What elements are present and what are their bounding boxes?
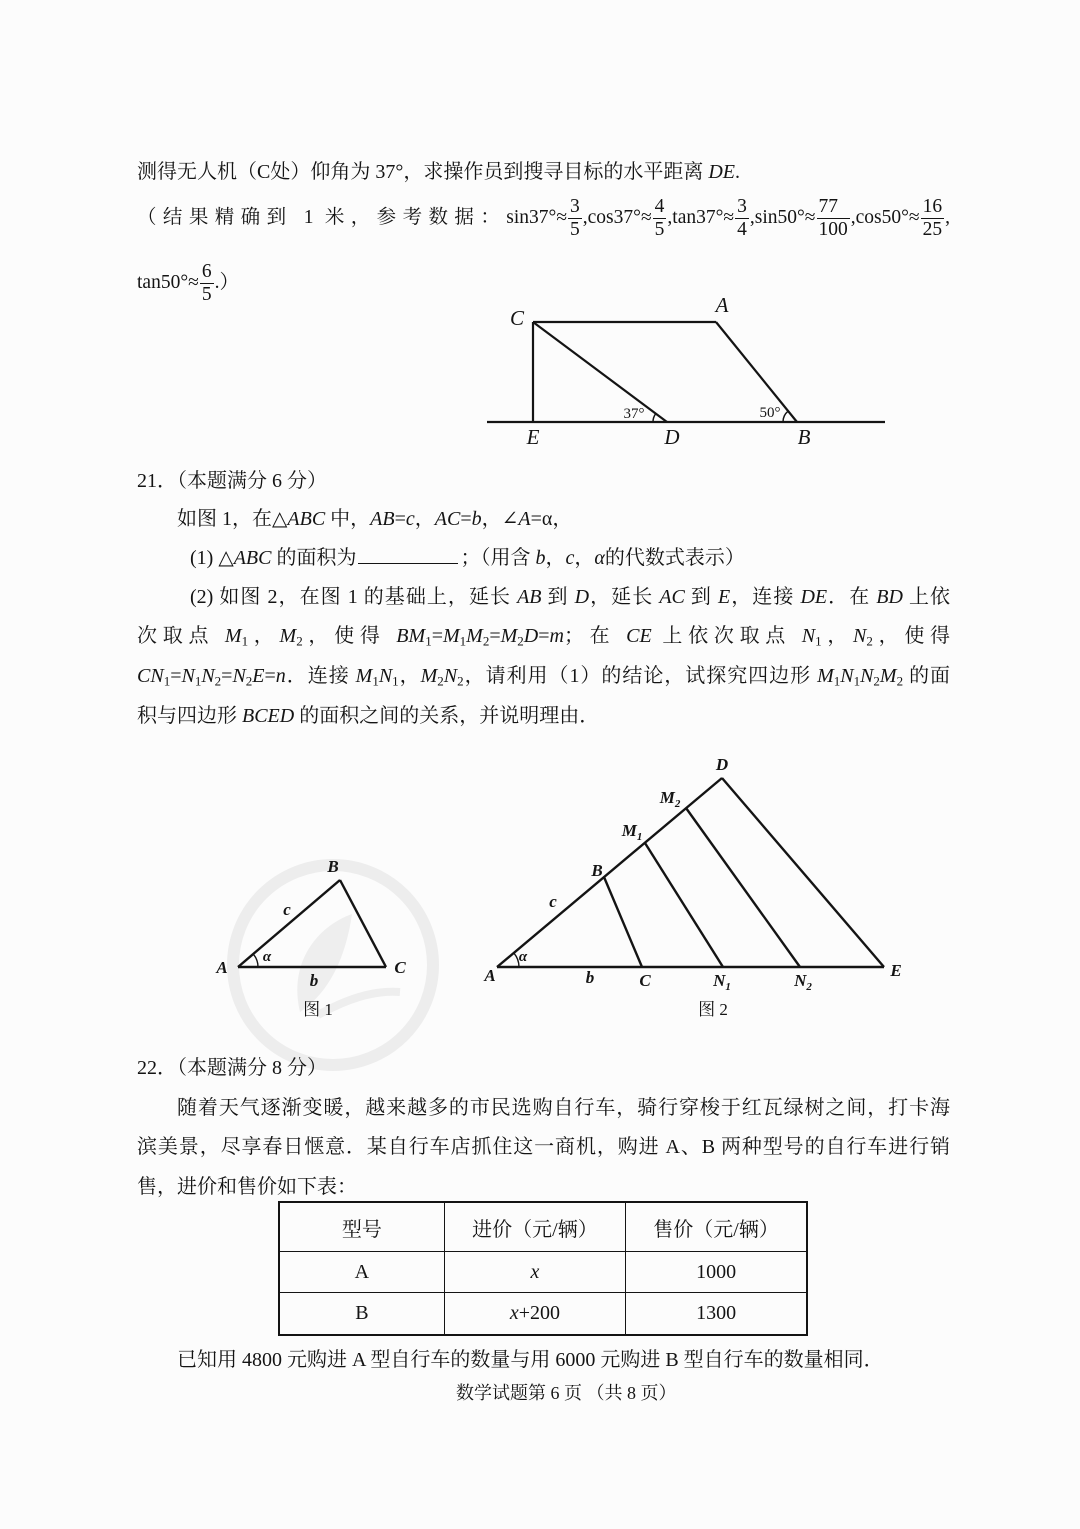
- math-variable: M: [355, 665, 373, 687]
- math-variable: M: [442, 625, 460, 647]
- math-variable: M: [224, 625, 242, 647]
- fraction-numerator: 77: [817, 196, 850, 219]
- math-variable: D: [523, 625, 539, 647]
- fig2-label-side-b: b: [585, 968, 595, 987]
- text-run: 次取点: [137, 625, 225, 647]
- math-variable: α: [594, 547, 605, 569]
- math-variable: ABC: [287, 508, 326, 530]
- q21-part-1-hint: [460, 547, 744, 569]
- fig2-segment-de: [722, 778, 884, 967]
- subscript: 2: [457, 673, 464, 689]
- text-run: +200: [518, 1302, 561, 1324]
- fig2-label-n1-letter: N: [713, 971, 726, 990]
- label-point-c: C: [509, 306, 525, 330]
- figure-2-caption: 图 2: [698, 1000, 728, 1019]
- subscript: 1: [853, 673, 861, 689]
- text-run: ，使得: [302, 625, 397, 647]
- figure-2-diagram: [497, 778, 884, 967]
- q21-part-2-line-4: [137, 702, 599, 730]
- q21-part-2-line-1: [190, 583, 950, 611]
- subscript: 1: [833, 673, 841, 689]
- text-run: ，: [248, 625, 280, 647]
- subscript: 2: [214, 673, 222, 689]
- math-variable: b: [471, 508, 482, 530]
- math-variable: DE: [708, 161, 736, 183]
- table-row: [279, 1252, 807, 1293]
- label-point-d: D: [664, 425, 680, 449]
- subscript: 2: [873, 673, 880, 689]
- angle-arc-b: [783, 411, 788, 422]
- fig2-label-m2-letter: M: [659, 788, 675, 807]
- fig2-label-n2-letter: N: [794, 971, 807, 990]
- text-run: =α，: [530, 508, 573, 530]
- q20-reference-data-line-2: [137, 259, 239, 307]
- math-variable: M: [279, 625, 297, 647]
- subscript: 2: [296, 633, 303, 649]
- fraction-denominator: 5: [201, 284, 212, 306]
- ref-function: sin50°≈: [754, 207, 816, 228]
- fig2-label-d: D: [715, 755, 729, 774]
- fraction: [200, 261, 214, 306]
- math-variable: x: [530, 1260, 540, 1283]
- math-variable: N: [232, 665, 246, 687]
- table-row: [279, 1293, 807, 1336]
- text-run: ，使得: [872, 625, 951, 647]
- cell-cost: [444, 1293, 625, 1336]
- text-run: ．在: [827, 586, 877, 608]
- text-run: ；在: [563, 625, 627, 647]
- fig2-label-m2-sub: 2: [674, 798, 681, 810]
- subscript: 1: [392, 673, 399, 689]
- subscript: 1: [425, 633, 432, 649]
- fraction-denominator: 5: [570, 219, 580, 241]
- text-run: 上依次取点: [651, 625, 802, 647]
- text-run: 测得无人机（C处）仰角为 37°，求操作员到搜寻目标的水平距离: [137, 161, 709, 183]
- cell-price: 1000: [626, 1252, 807, 1293]
- subscript: 1: [241, 633, 249, 649]
- math-variable: M: [420, 665, 438, 687]
- fraction-numerator: 3: [737, 196, 747, 218]
- math-variable: AB: [370, 508, 395, 530]
- subscript: 2: [437, 673, 444, 689]
- text-run: 的面积之间的关系，并说明理由．: [294, 705, 600, 727]
- label-angle-50: 50°: [759, 405, 781, 421]
- header-price: 售价（元/辆）: [626, 1202, 807, 1252]
- fig1-label-side-c: c: [283, 900, 291, 919]
- math-variable: M: [879, 665, 897, 687]
- text-run: ，: [821, 625, 854, 647]
- math-variable: E: [252, 665, 265, 687]
- fig2-label-n1: [712, 971, 731, 993]
- math-variable: AC: [659, 586, 685, 608]
- subscript: 2: [896, 673, 904, 689]
- text-run: .: [735, 161, 741, 183]
- math-variable: c: [565, 547, 575, 569]
- text-run: =: [394, 508, 406, 530]
- ref-separator: ,: [667, 207, 673, 228]
- ref-function: cos50°≈: [855, 207, 920, 228]
- text-run: ，: [545, 547, 566, 569]
- fig1-label-alpha: α: [262, 949, 272, 965]
- subscript: 2: [866, 633, 873, 649]
- cell-price: 1300: [626, 1293, 807, 1336]
- text-run: =: [489, 625, 501, 647]
- fig2-side-ad: [497, 778, 722, 967]
- fig2-label-c: C: [639, 971, 651, 990]
- fig2-label-e: E: [890, 961, 902, 980]
- ref-separator: ,: [850, 207, 856, 228]
- math-variable: AC: [434, 508, 461, 530]
- q21-part-2-line-2: [137, 622, 950, 650]
- reference-cos50: [855, 196, 950, 241]
- text-run: 到: [541, 586, 575, 608]
- ref-separator: ,: [945, 207, 950, 228]
- q22-conclusion: 已知用 4800 元购进 A 型自行车的数量与用 6000 元购进 B 型自行车的数量相同．: [177, 1349, 884, 1371]
- fraction-numerator: 4: [654, 196, 665, 218]
- fig2-label-alpha: α: [518, 949, 528, 965]
- q20-reference-data-line: [137, 194, 950, 242]
- math-variable: x: [509, 1302, 519, 1324]
- segment-ab: [716, 322, 797, 422]
- table-header-row: [279, 1202, 807, 1252]
- fig1-label-side-b: b: [309, 971, 319, 990]
- math-variable: BD: [876, 586, 903, 608]
- fig2-segment-bc: [604, 877, 642, 967]
- segment-cd: [533, 322, 667, 422]
- cell-model: A: [279, 1252, 444, 1293]
- math-variable: n: [275, 665, 286, 687]
- text-run: 中，: [325, 508, 371, 530]
- text-run: ，: [414, 508, 435, 530]
- text-run: 积与四边形: [137, 705, 242, 727]
- math-variable: AB: [517, 586, 542, 608]
- fig2-label-m1-letter: M: [621, 821, 637, 840]
- math-variable: CN: [137, 665, 164, 687]
- text-run: ．连接: [285, 665, 356, 687]
- text-run: ，: [398, 665, 421, 687]
- fraction-denominator: 4: [737, 219, 747, 241]
- math-variable: M: [500, 625, 518, 647]
- math-variable: N: [853, 625, 867, 647]
- math-variable: E: [718, 586, 731, 608]
- text-run: =: [221, 665, 233, 687]
- text-run: 上依: [902, 586, 951, 608]
- angle-arc-d: [653, 414, 656, 422]
- text-run: 如图 1，在△: [177, 508, 288, 530]
- fig2-label-m1-sub: 1: [636, 831, 643, 843]
- q21-part-1-prompt: [190, 547, 356, 569]
- label-point-e: E: [526, 425, 540, 449]
- text-run: ，连接: [730, 586, 801, 608]
- watermark-leaf-icon: [297, 914, 352, 1012]
- ref-function: cos37°≈: [587, 207, 652, 228]
- fig2-label-n2-sub: 2: [806, 981, 812, 993]
- math-variable: BM: [396, 625, 426, 647]
- fraction: [568, 196, 582, 241]
- figure-2-labels: [483, 755, 901, 993]
- q22-text-line-2: 滨美景，尽享春日惬意．某自行车店抓住这一商机，购进 A、B 两种型号的自行车进行销: [137, 1136, 950, 1158]
- fraction: [653, 196, 667, 241]
- fig2-segment-m2n2: [686, 808, 800, 967]
- subscript: 2: [482, 633, 490, 649]
- fig2-label-m1: [621, 821, 643, 843]
- fraction-denominator: 100: [818, 219, 848, 241]
- math-variable: M: [817, 665, 834, 687]
- q20-diagram: [487, 322, 885, 422]
- ref-closing: .）: [214, 272, 239, 293]
- ref-separator: ,: [582, 207, 588, 228]
- label-point-a: A: [715, 293, 729, 317]
- math-variable: M: [466, 625, 483, 647]
- q21-part-1: [190, 544, 745, 572]
- cell-model: B: [279, 1293, 444, 1336]
- label-point-b: B: [797, 425, 811, 449]
- text-run: ，请利用（1）的结论，试探究四边形: [463, 665, 818, 687]
- math-variable: N: [378, 665, 393, 687]
- text-run: =: [264, 665, 276, 687]
- header-model: 型号: [279, 1202, 444, 1252]
- ref-separator: ,: [749, 207, 755, 228]
- text-run: =: [460, 508, 472, 530]
- fig1-angle-arc-a: [253, 954, 258, 967]
- price-table: [278, 1201, 808, 1336]
- math-variable: N: [840, 665, 854, 687]
- text-run: ，: [574, 547, 595, 569]
- fig2-label-m2: [659, 788, 681, 810]
- fig2-segment-m1n1: [645, 843, 723, 967]
- math-variable: D: [574, 586, 590, 608]
- q20-diagram-labels: [510, 293, 811, 449]
- math-variable: N: [860, 665, 874, 687]
- text-run: =: [538, 625, 550, 647]
- header-cost: 进价（元/辆）: [444, 1202, 625, 1252]
- math-variable: BCED: [242, 705, 295, 727]
- fraction-denominator: 5: [654, 219, 665, 241]
- math-variable: N: [181, 665, 195, 687]
- fig2-label-b: B: [591, 861, 603, 880]
- fraction-numerator: 3: [570, 196, 580, 218]
- subscript: 1: [163, 673, 171, 689]
- fig1-label-b: B: [327, 857, 339, 876]
- subscript: 1: [194, 673, 202, 689]
- reference-tan37: [672, 196, 755, 241]
- fig2-label-n1-sub: 1: [725, 981, 731, 993]
- subscript: 1: [459, 633, 467, 649]
- text-run: 的面: [903, 665, 951, 687]
- text-run: 的代数式表示）: [604, 547, 745, 569]
- text-run: =: [170, 665, 182, 687]
- math-variable: N: [801, 625, 816, 647]
- ref-function: sin37°≈: [506, 207, 568, 228]
- page-footer: 数学试题第 6 页 （共 8 页）: [456, 1383, 677, 1403]
- fraction: [921, 196, 945, 241]
- reference-sin50: [754, 196, 856, 241]
- fig2-label-n2: [793, 971, 812, 993]
- q22-text-line-3: 售，进价和售价如下表：: [137, 1176, 357, 1198]
- fig1-label-c: C: [394, 958, 406, 977]
- reference-tan50: [137, 261, 239, 306]
- reference-intro: （结果精确到 1 米，参考数据：: [137, 207, 507, 228]
- subscript: 2: [245, 673, 253, 689]
- fig1-label-a: A: [216, 958, 228, 977]
- text-run: ；（用含: [460, 547, 536, 569]
- label-angle-37: 37°: [623, 406, 645, 422]
- math-variable: m: [549, 625, 564, 647]
- q22-text-line-1: 随着天气逐渐变暖，越来越多的市民选购自行车，骑行穿梭于红瓦绿树之间，打卡海: [177, 1097, 950, 1119]
- ref-function: tan50°≈: [137, 272, 199, 293]
- math-variable: N: [201, 665, 215, 687]
- fraction: [735, 196, 749, 241]
- text-run: =: [431, 625, 443, 647]
- fraction-denominator: 25: [922, 219, 943, 241]
- ref-function: tan37°≈: [672, 207, 735, 228]
- math-variable: N: [443, 665, 458, 687]
- figure-1-caption: 图 1: [303, 1000, 333, 1019]
- math-variable: DE: [800, 586, 828, 608]
- fraction-numerator: 16: [922, 196, 943, 218]
- subscript: 1: [372, 673, 379, 689]
- answer-blank: [358, 545, 458, 564]
- math-variable: A: [518, 508, 531, 530]
- q21-part-2-line-3: [137, 662, 950, 690]
- math-variable: b: [535, 547, 546, 569]
- fig2-label-side-c: c: [549, 892, 557, 911]
- text-run: ，∠: [481, 508, 519, 530]
- q21-intro: [177, 505, 572, 533]
- reference-sin37: [506, 196, 588, 241]
- subscript: 2: [517, 633, 524, 649]
- text-run: (2) 如图 2，在图 1 的基础上，延长: [190, 586, 518, 608]
- math-variable: ABC: [233, 547, 272, 569]
- q20-text-line-1: [137, 158, 740, 186]
- fraction-numerator: 6: [201, 261, 212, 283]
- q21-heading: 21．（本题满分 6 分）: [137, 470, 327, 492]
- text-run: ，延长: [589, 586, 660, 608]
- text-run: 到: [684, 586, 718, 608]
- subscript: 1: [815, 633, 822, 649]
- fig2-label-a: A: [484, 966, 496, 985]
- fraction: [817, 196, 850, 241]
- math-variable: c: [405, 508, 415, 530]
- q22-heading: 22．（本题满分 8 分）: [137, 1057, 327, 1079]
- text-run: (1) △: [190, 547, 234, 569]
- text-run: 的面积为: [271, 547, 357, 569]
- cell-cost: [444, 1252, 625, 1293]
- math-variable: CE: [626, 625, 652, 647]
- reference-cos37: [587, 196, 673, 241]
